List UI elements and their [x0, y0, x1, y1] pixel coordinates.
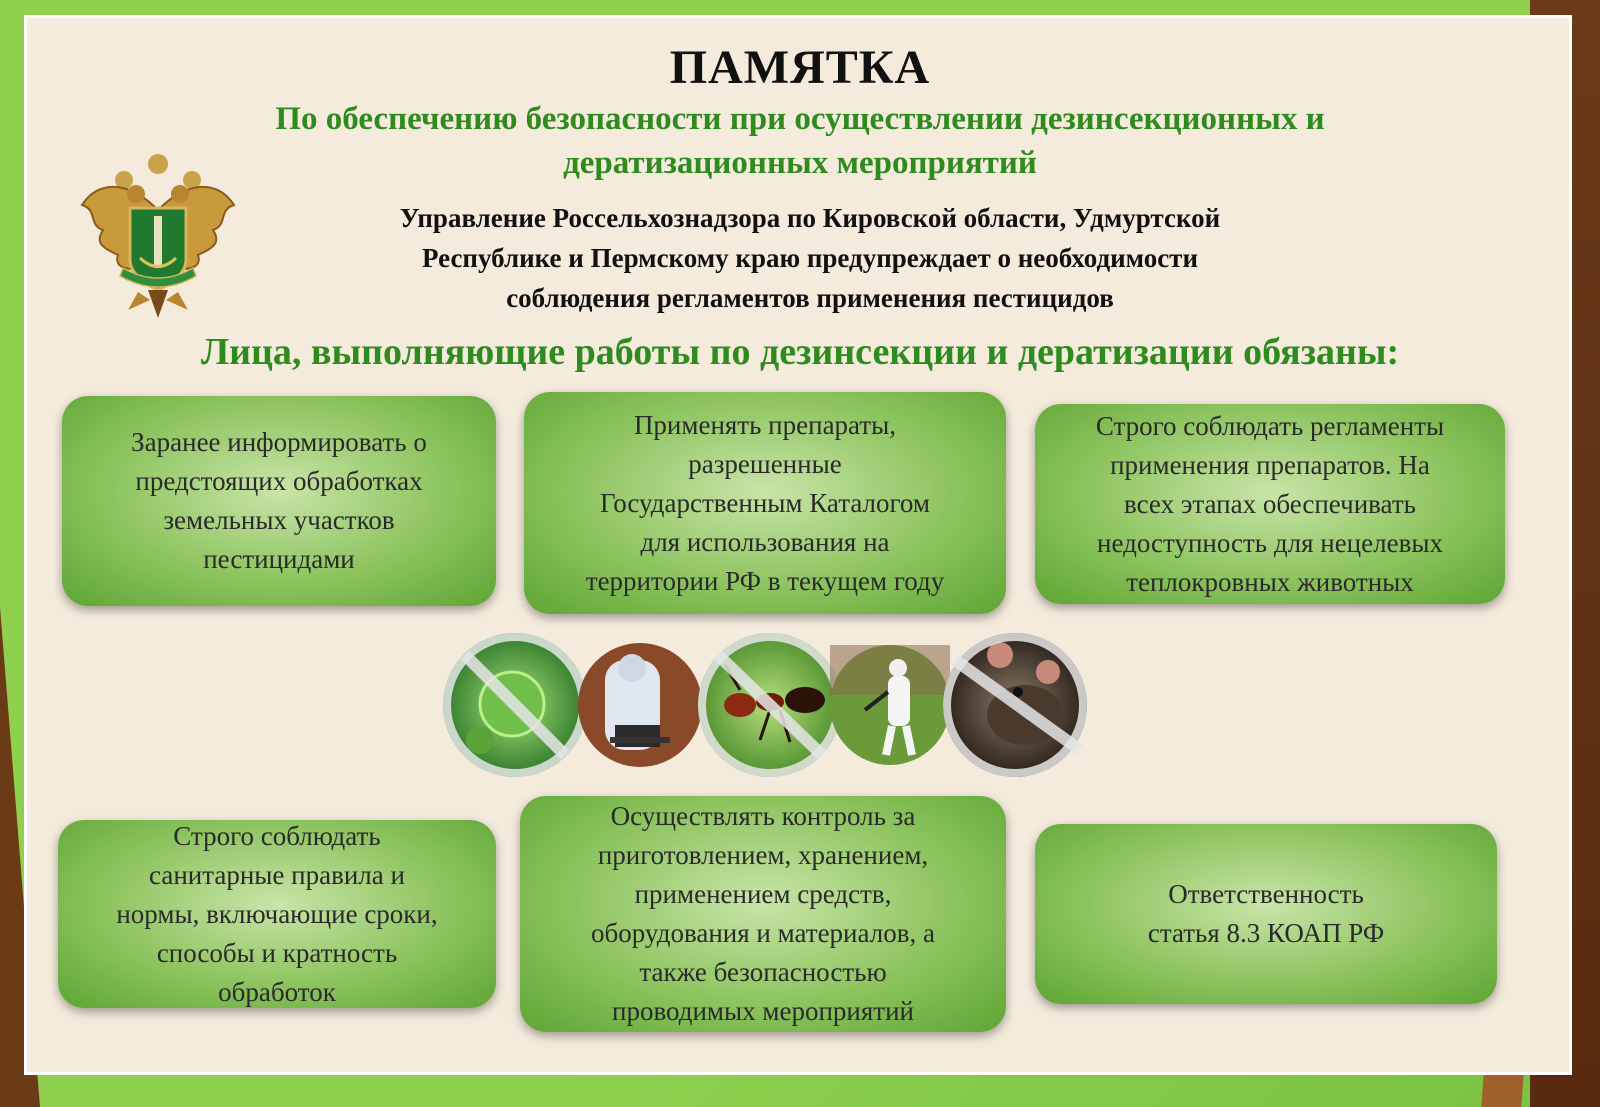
duty-line: разрешенные	[688, 448, 842, 479]
subtitle	[180, 97, 1420, 185]
duty-line: предстоящих обработках	[135, 466, 423, 496]
duty-line: приготовлением, хранением,	[597, 840, 929, 870]
duty-box-responsibility	[1035, 824, 1497, 1004]
duty-line: также безопасностью	[639, 957, 887, 987]
subtitle-line: По обеспечению безопасности при осуществлении дезинсекционных и	[275, 101, 1325, 137]
sprayer-icon	[830, 645, 950, 765]
duty-line: Осуществлять контроль за	[610, 801, 916, 831]
duty-line: Применять препараты,	[633, 409, 897, 440]
rat-icon	[943, 633, 1087, 777]
duty-line: нормы, включающие сроки,	[116, 898, 438, 929]
duty-box-approved-products	[524, 392, 1006, 614]
duty-line: оборудования и материалов, а	[591, 918, 935, 948]
page-title: ПАМЯТКА	[669, 41, 931, 94]
duty-line: обработок	[218, 976, 336, 1007]
duty-line: недоступность для нецелевых	[1097, 527, 1443, 558]
duty-box-control	[520, 796, 1006, 1032]
duty-box-sanitary	[58, 820, 496, 1008]
duty-line: всех этапах обеспечивать	[1124, 488, 1416, 519]
org-line: Управление Россельхознадзора по Кировской области, Удмуртской	[399, 203, 1221, 233]
duty-line: Строго соблюдать регламенты	[1095, 410, 1445, 441]
org-line: соблюдения регламентов применения пестицидов	[506, 283, 1114, 313]
duty-line: Государственным Каталогом	[599, 487, 930, 518]
org-line: Республике и Пермскому краю предупреждает о необходимости	[422, 243, 1198, 273]
duty-line: применения препаратов. На	[1110, 449, 1430, 480]
emblem-icon	[78, 150, 238, 320]
organization-notice	[300, 198, 1320, 318]
duty-box-regulations	[1035, 404, 1505, 604]
duty-line: земельных участков	[163, 505, 395, 535]
virus-icon	[443, 633, 587, 777]
duty-line: для использования на	[640, 526, 890, 557]
duty-line: теплокровных животных	[1126, 566, 1414, 597]
duty-line: Заранее информировать о	[131, 427, 427, 457]
duty-line: способы и кратность	[156, 937, 398, 968]
duties-heading: Лица, выполняющие работы по дезинсекции и дератизации обязаны:	[200, 331, 1400, 373]
worker-icon	[578, 643, 702, 767]
illustration-strip	[440, 630, 1090, 780]
duty-line: применением средств,	[634, 879, 892, 909]
duty-line: проводимых мероприятий	[612, 996, 914, 1026]
duty-line: Строго соблюдать	[173, 820, 381, 851]
duty-line: пестицидами	[203, 544, 355, 574]
duty-line: статья 8.3 КОАП РФ	[1147, 918, 1385, 948]
duty-line: территории РФ в текущем году	[585, 565, 945, 596]
subtitle-line: дератизационных мероприятий	[563, 145, 1037, 181]
duty-line: Ответственность	[1168, 879, 1364, 909]
duty-line: санитарные правила и	[149, 859, 405, 890]
duty-box-inform	[62, 396, 496, 606]
ant-icon	[698, 633, 842, 777]
